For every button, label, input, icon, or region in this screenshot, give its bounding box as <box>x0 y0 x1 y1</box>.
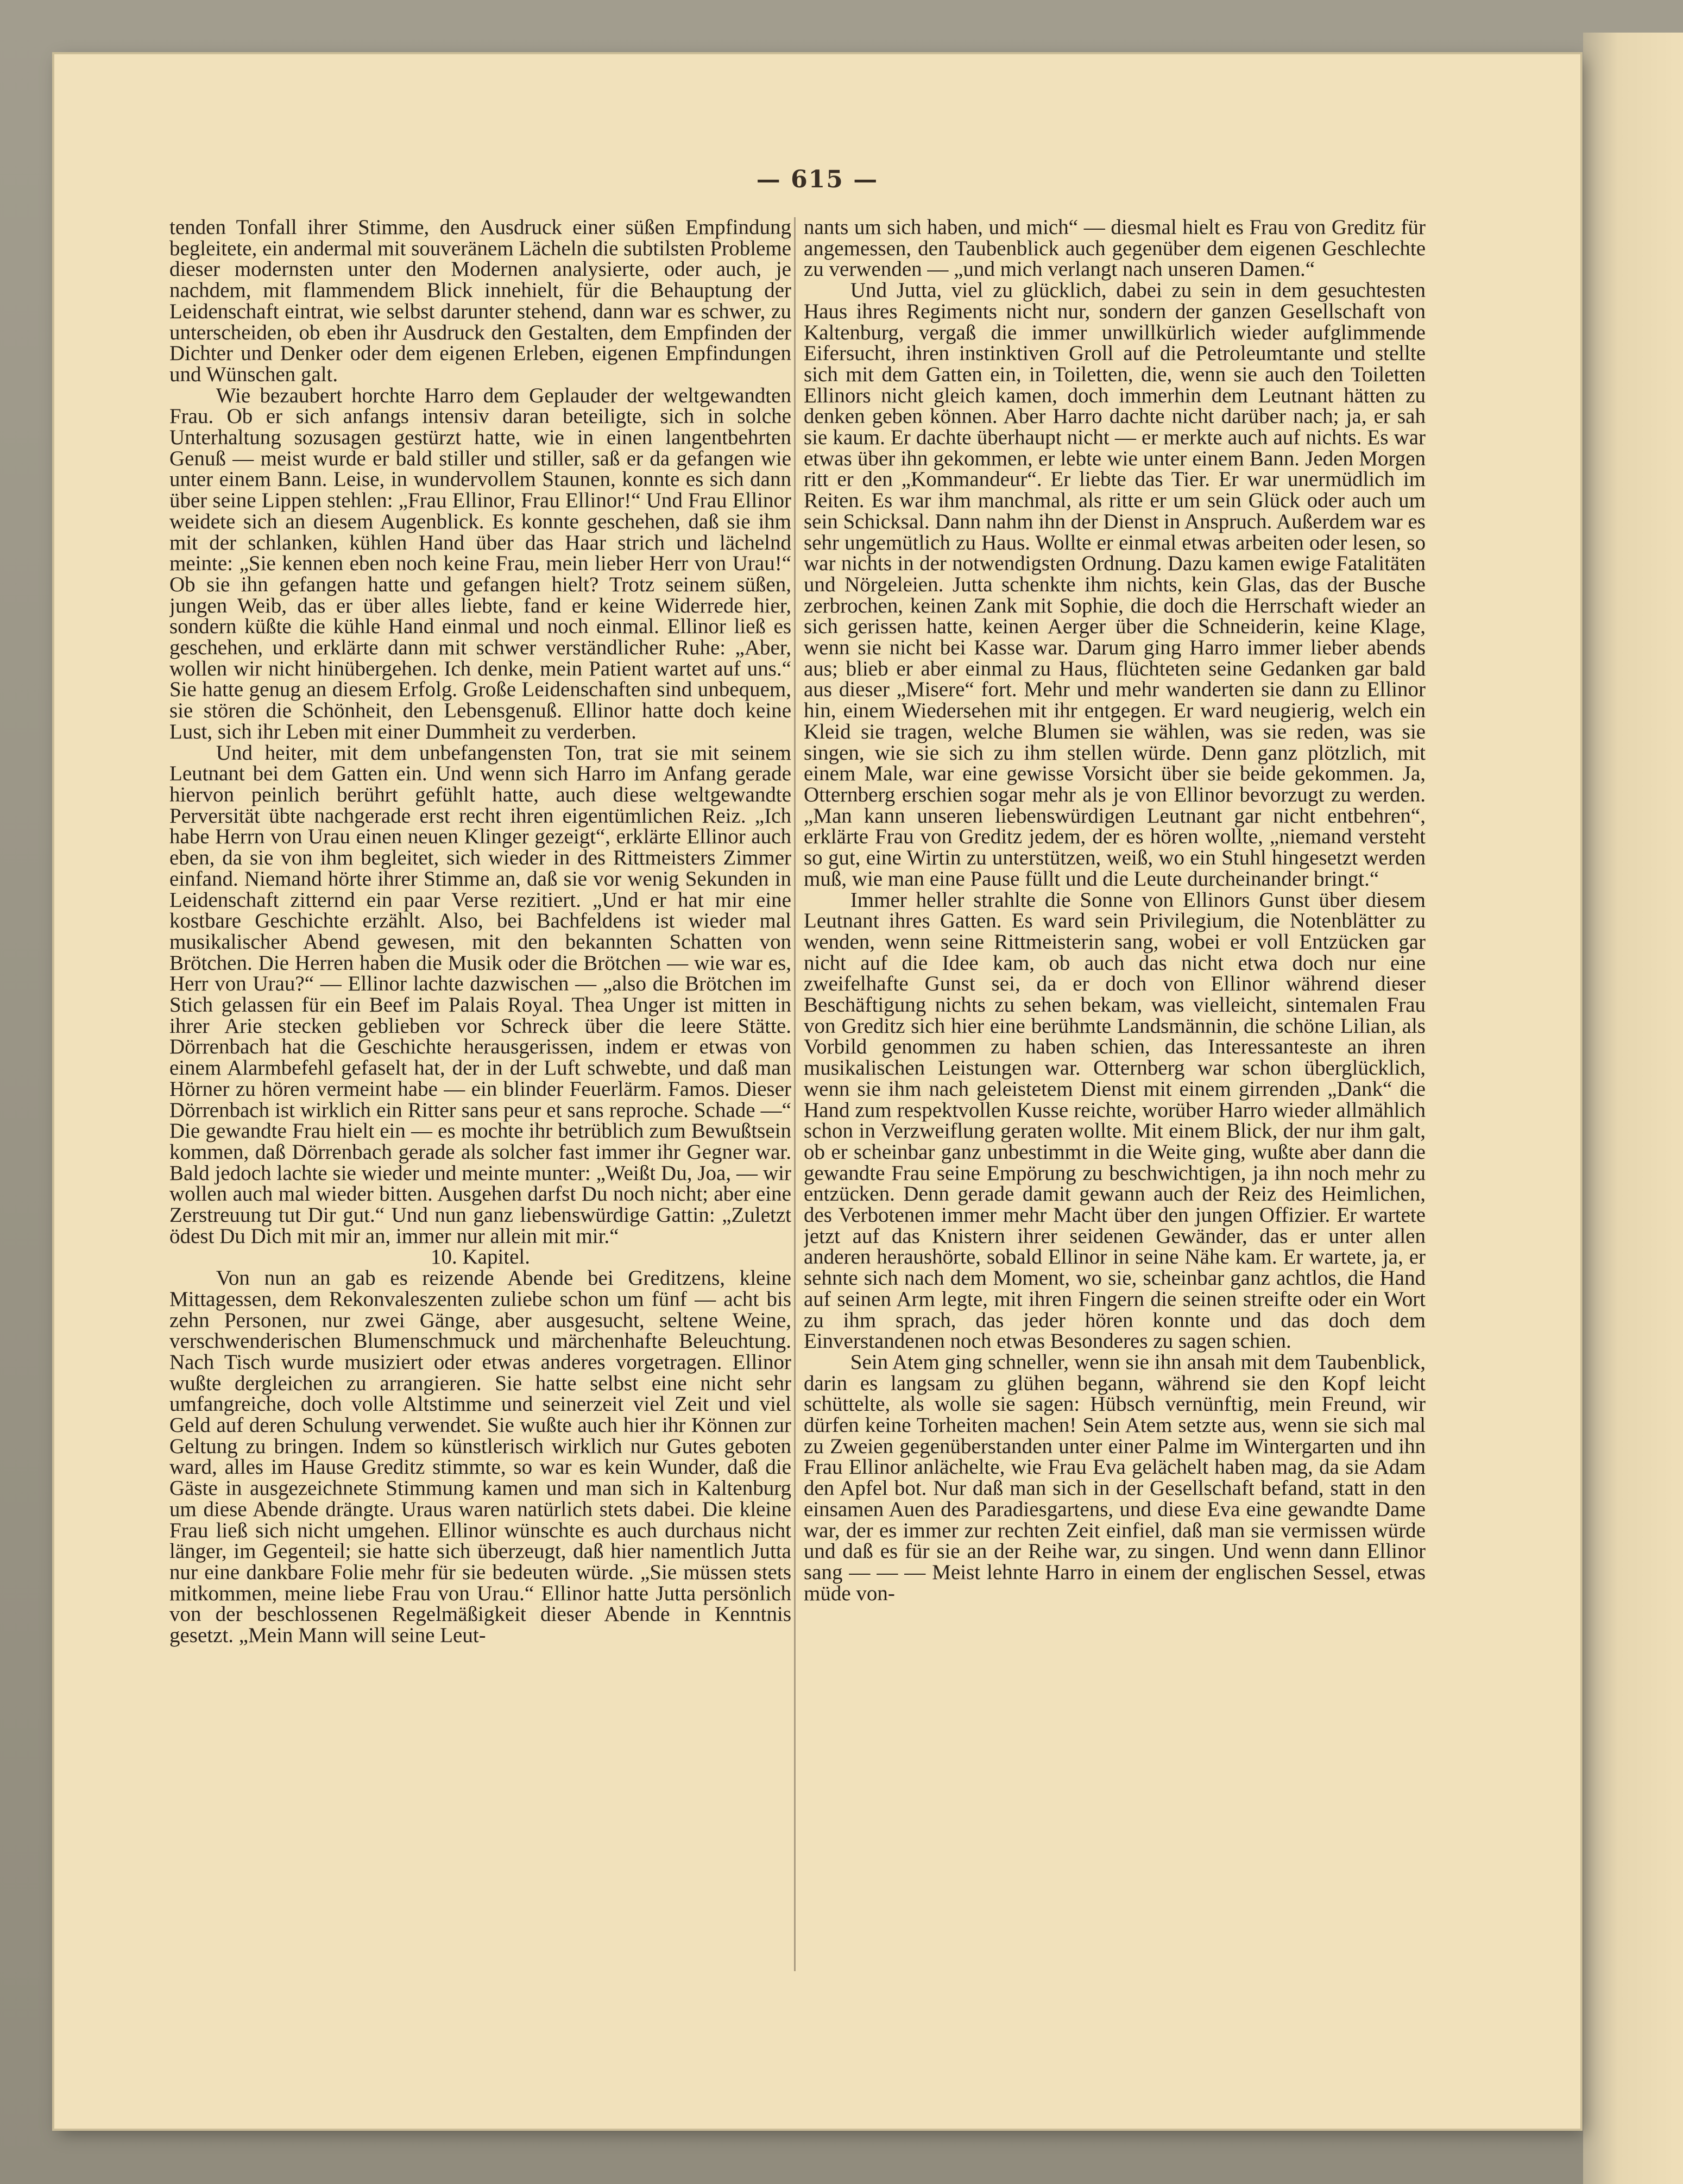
paragraph: Wie bezaubert horchte Harro dem Geplauder der weltgewandten Frau. Ob er sich anfangs intensiv daran beteiligte, sich in solche Unterhaltung sozusagen gestürzt hatte, wie in einen langentbehrten Genuß — meist wurde er bald stiller und stiller, saß er da gefangen wie unter einem Bann. Leise, in wundervollem Staunen, konnte es sich dann über seine Lippen stehlen: „Frau Ellinor, Frau Ellinor!“ Und Frau Ellinor weidete sich an diesem Augenblick. Es konnte geschehen, daß sie ihm mit der schlanken, kühlen Hand über das Haar strich und lächelnd meinte: „Sie kennen eben noch keine Frau, mein lieber Herr von Urau!“ Ob sie ihn gefangen hatte und gefangen hielt? Trotz seinem süßen, jungen Weib, das er über alles liebte, fand er keine Widerrede hier, sondern küßte die kühle Hand einmal und noch einmal. Ellinor ließ es geschehen, und erklärte dann mit schwer verständlicher Ruhe: „Aber, wollen wir nicht hinübergehen. Ich denke, mein Patient wartet auf uns.“ Sie hatte genug an diesem Erfolg. Große Leidenschaften sind unbequem, sie stören die Schönheit, den Lebensgenuß. Ellinor hatte doch keine Lust, sich ihr Leben mit einer Dummheit zu verderben. <box>169 383 791 743</box>
column-divider <box>794 217 796 1971</box>
chapter-heading: 10. Kapitel. <box>430 1245 531 1269</box>
left-text-column <box>169 217 791 1987</box>
newspaper-page <box>54 54 1580 2129</box>
paragraph: tenden Tonfall ihrer Stimme, den Ausdruck einer süßen Empfindung begleitete, ein andermal mit souveränem Lächeln die subtilsten Probleme dieser modernsten unter den Modernen analysierte, oder auch, je nachdem, mit flammendem Blick innehielt, für die Behauptung der Leidenschaft eintrat, wie selbst darunter stehend, dann war es schwer, zu unterscheiden, ob eben ihr Ausdruck den Gestalten, dem Empfinden der Dichter und Denker oder dem eigenen Erleben, eigenen Empfindungen und Wünschen galt. <box>169 217 791 386</box>
right-text-column <box>804 217 1426 1987</box>
paragraph: Von nun an gab es reizende Abende bei Greditzens, kleine Mittagessen, dem Rekonvaleszenten zuliebe schon um fünf — acht bis zehn Personen, nur zwei Gänge, aber ausgesucht, seltene Weine, verschwenderischen Blumenschmuck und märchenhafte Beleuchtung. Nach Tisch wurde musiziert oder etwas anderes vorgetragen. Ellinor wußte dergleichen zu arrangieren. Sie hatte selbst eine nicht sehr umfangreiche, doch volle Altstimme und seinerzeit viel Zeit und viel Geld auf deren Schulung verwendet. Sie wußte auch hier ihr Können zur Geltung zu bringen. Indem so künstlerisch wirklich nur Gutes geboten ward, alles im Hause Greditz stimmte, so war es kein Wunder, daß die Gäste in ausgezeichnete Stimmung kamen und man sich in Kaltenburg um diese Abende drängte. Uraus waren natürlich stets dabei. Die kleine Frau ließ sich nicht umgehen. Ellinor wünschte es auch durchaus nicht länger, im Gegenteil; sie hatte sich überzeugt, daß hier namentlich Jutta nur eine dankbare Folie mehr für sie bedeuten würde. „Sie müssen stets mitkommen, meine liebe Frau von Urau.“ Ellinor hatte Jutta persönlich von der beschlossenen Regelmäßigkeit dieser Abende in Kenntnis gesetzt. „Mein Mann will seine Leut- <box>169 1266 791 1648</box>
page-number: — 615 — <box>756 166 879 193</box>
paragraph: nants um sich haben, und mich“ — diesmal hielt es Frau von Greditz für angemessen, den Taubenblick auch gegenüber dem eigenen Geschlechte zu verwenden — „und mich verlangt nach unseren Damen.“ <box>804 217 1426 281</box>
paragraph: Und Jutta, viel zu glücklich, dabei zu sein in dem gesuchtesten Haus ihres Regiments nicht nur, sondern der ganzen Gesellschaft von Kaltenburg, vergaß die immer unwillkürlich wieder aufglimmende Eifersucht, ihren instinktiven Groll auf die Petroleumtante und stellte sich mit dem Gatten ein, in Toiletten, die, wenn sie auch den Toiletten Ellinors nicht gleich kamen, doch immerhin dem Leutnant hätten zu denken geben können. Aber Harro dachte nicht darüber nach; ja, er sah sie kaum. Er dachte überhaupt nicht — er merkte auch auf nichts. Es war etwas über ihn gekommen, er lebte wie unter einem Bann. Jeden Morgen ritt er den „Kommandeur“. Er liebte das Tier. Er war unermüdlich im Reiten. Es war ihm manchmal, als ritte er um sein Glück oder auch um sein Schicksal. Dann nahm ihn der Dienst in Anspruch. Außerdem war es sehr ungemütlich zu Haus. Wollte er einmal etwas arbeiten oder lesen, so war nichts in der notwendigsten Ordnung. Dazu kamen ewige Fatalitäten und Nörgeleien. Jutta schenkte ihm nichts, kein Glas, das der Busche zerbrochen, keinen Zank mit Sophie, die doch die Herrschaft wieder an sich gerissen hatte, keinen Aerger über die Schneiderin, keine Klage, wenn sie nicht bei Kasse war. Darum ging Harro immer lieber abends aus; blieb er aber einmal zu Haus, flüchteten seine Gedanken gar bald aus dieser „Misere“ fort. Mehr und mehr wanderten sie dann zu Ellinor hin, einem Wiedersehen mit ihr entgegen. Er ward neugierig, welch ein Kleid sie tragen, welche Blumen sie wählen, was sie reden, was sie singen, wie sie sich zu ihm stellen würde. Denn ganz plötzlich, mit einem Male, war eine gewisse Vorsicht über sie beide gekommen. Ja, Otternberg erschien sogar mehr als je von Ellinor bevorzugt zu werden. „Man kann unseren liebenswürdigen Leutnant gar nicht entbehren“, erklärte Frau von Greditz jedem, der es hören wollte, „niemand versteht so gut, eine Wirtin zu unterstützen, weiß, wo ein Stuhl hingesetzt werden muß, wie man eine Pause füllt und die Leute durcheinander bringt.“ <box>804 279 1426 891</box>
paragraph: Sein Atem ging schneller, wenn sie ihn ansah mit dem Taubenblick, darin es langsam zu glühen begann, während sie den Kopf leicht schüttelte, als wolle sie sagen: Hübsch vernünftig, mein Freund, wir dürfen keine Torheiten machen! Sein Atem setzte aus, wenn sie sich mal zu Zweien gegenüberstanden unter einer Palme im Wintergarten und ihn Frau Ellinor anlächelte, wie Frau Eva gelächelt haben mag, da sie Adam den Apfel bot. Nur daß man sich in der Gesellschaft befand, statt in den einsamen Auen des Paradiesgartens, und diese Eva eine gewandte Dame war, der es immer zur rechten Zeit einfiel, daß man sie vermissen würde und daß es für sie an der Reihe war, zu singen. Und wenn dann Ellinor sang — — — Meist lehnte Harro in einem der englischen Sessel, etwas müde von- <box>804 1350 1426 1605</box>
adjacent-page-edge <box>1583 33 1683 2184</box>
paragraph: Und heiter, mit dem unbefangensten Ton, trat sie mit seinem Leutnant bei dem Gatten ein. Und wenn sich Harro im Anfang gerade hiervon peinlich berührt gefühlt hatte, auch diese weltgewandte Perversität übte nachgerade erst recht ihren eigentümlichen Reiz. „Ich habe Herrn von Urau einen neuen Klinger gezeigt“, erklärte Ellinor auch eben, da sie von ihm begleitet, sich wieder in des Rittmeisters Zimmer einfand. Niemand hörte ihrer Stimme an, daß sie vor wenig Sekunden in Leidenschaft zitternd ein paar Verse rezitiert. „Und er hat mir eine kostbare Geschichte erzählt. Also, bei Bachfeldens ist wieder mal musikalischer Abend gewesen, mit den bekannten Schatten von Brötchen. Die Herren haben die Musik oder die Brötchen — wie war es, Herr von Urau?“ — Ellinor lachte dazwischen — „also die Brötchen im Stich gelassen für ein Beef im Palais Royal. Thea Unger ist mitten in ihrer Arie stecken geblieben vor Schreck über die leere Stätte. Dörrenbach hat die Geschichte herausgerissen, indem er etwas von einem Alarmbefehl gefaselt hat, der in der Luft schwebte, und daß man Hörner zu hören vermeint habe — ein blinder Feuerlärm. Famos. Dieser Dörrenbach ist wirklich ein Ritter sans peur et sans reproche. Schade —“ Die gewandte Frau hielt ein — es mochte ihr betrüblich zum Bewußtsein kommen, daß Dörrenbach gerade als solcher fast immer ihr Gegner war. Bald jedoch lachte sie wieder und meinte munter: „Weißt Du, Joa, — wir wollen auch mal wieder bitten. Ausgehen darfst Du noch nicht; aber eine Zerstreuung tut Dir gut.“ Und nun ganz liebenswürdige Gattin: „Zuletzt ödest Du Dich mit mir an, immer nur allein mit mir.“ <box>169 741 791 1248</box>
paragraph: Immer heller strahlte die Sonne von Ellinors Gunst über diesem Leutnant ihres Gatten. Es ward sein Privilegium, die Notenblätter zu wenden, wenn seine Rittmeisterin sang, wobei er voll Entzücken gar nicht auf die Idee kam, ob auch das nicht etwa doch nur eine zweifelhafte Gunst sei, da er doch von Ellinor während dieser Beschäftigung nichts zu sehen bekam, was vielleicht, sintemalen Frau von Greditz sich hier eine berühmte Landsmännin, die schöne Lilian, als Vorbild genommen zu haben schien, das Interessanteste an ihren musikalischen Leistungen war. Otternberg war schon überglücklich, wenn sie ihm nach geleistetem Dienst mit einem girrenden „Dank“ die Hand zum respektvollen Kusse reichte, worüber Harro wieder allmählich schon in Verzweiflung geraten wollte. Mit einem Blick, der nur ihm galt, ob er scheinbar ganz unbestimmt in die Weite ging, wußte aber dann die gewandte Frau seine Empörung zu beschwichtigen, ja ihn noch mehr zu entzücken. Denn gerade damit gewann auch der Reiz des Heimlichen, des Verbotenen immer mehr Macht über den jungen Offizier. Er wartete jetzt auf das Knistern ihrer seidenen Gewänder, das er unter allen anderen heraushörte, sobald Ellinor in seine Nähe kam. Er wartete, ja, er sehnte sich nach dem Moment, wo sie, scheinbar ganz achtlos, die Hand auf seinen Arm legte, mit ihren Fingern die seinen streifte oder ein Wort zu ihm sprach, das jeder hören konnte und das doch dem Einverstandenen noch etwas Besonderes zu sagen schien. <box>804 888 1426 1353</box>
